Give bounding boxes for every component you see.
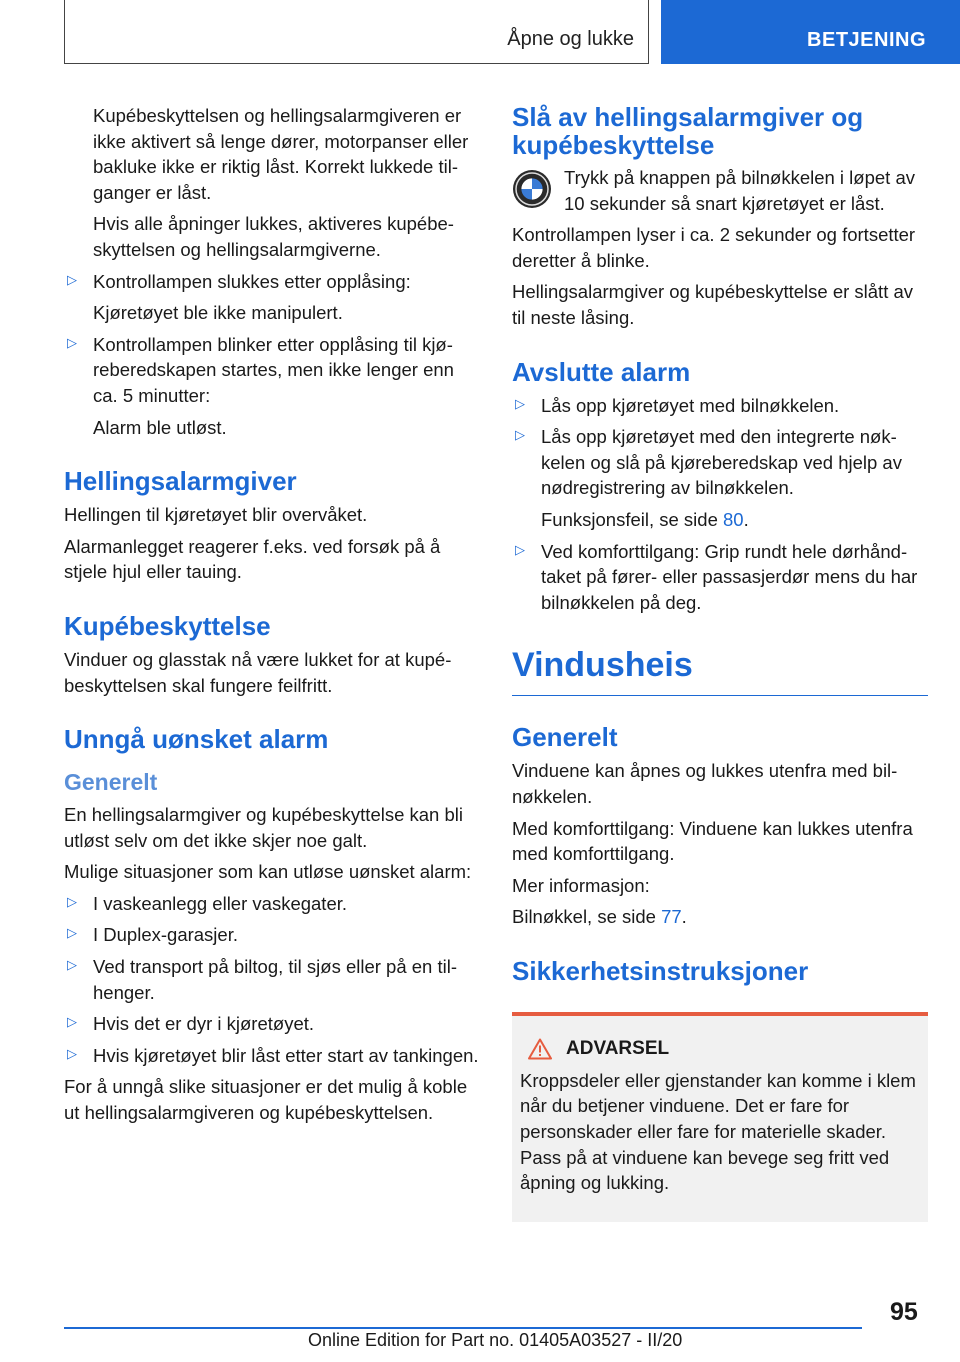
intro-paragraph-1: Kupébeskyttelsen og hellingsalarmgiveren er ikke aktivert så lenge dører, motorpanser eller bakluke ikke er riktig låst. Korrekt lukkede tilganger er låst.: [93, 105, 469, 203]
warning-label: ADVARSEL: [566, 1037, 670, 1059]
intro-paragraph-2: Hvis alle åpninger lukkes, aktiveres kupébeskyttelsen og hellingsalarmgiverne.: [93, 213, 454, 260]
list-item: [64, 269, 480, 326]
bmw-key-button-icon: [512, 169, 552, 209]
list-item: [512, 424, 928, 532]
list-item-text: I vaskeanlegg eller vaskegater.: [93, 892, 348, 914]
tilt-paragraph-2: Alarmanlegget reagerer f.eks. ved forsøk på å stjele hjul eller tauing.: [64, 535, 441, 583]
key-button-instruction: [512, 165, 928, 216]
list-item: [64, 332, 480, 440]
heading-interior-protection: Kupébeskyttelse: [64, 610, 271, 641]
heading-avoid-alarm: Unngå uønsket alarm: [64, 724, 329, 755]
list-item-text: Lås opp kjøretøyet med bilnøkkelen.: [541, 394, 840, 416]
heading-end-alarm: Avslutte alarm: [512, 356, 691, 387]
list-item: [64, 954, 480, 1005]
right-column: [512, 103, 928, 1222]
interior-paragraph-1: Vinduer og glasstak nå være lukket for at kupébeskyttelsen skal fungere feilfritt.: [64, 648, 452, 696]
warning-text: Kroppsdeler eller gjenstander kan komme i klem når du betjener vinduene. Det er fare for personskader eller fare for materielle skader. Pass på at vinduene kan bevege seg fritt ved åpning og lukking.: [520, 1069, 916, 1194]
heading-windows-general: Generelt: [512, 722, 618, 753]
general-paragraph-2: Mulige situasjoner som kan utløse uønsket alarm:: [64, 861, 472, 883]
header-section-box: [64, 0, 649, 64]
triangle-bullet-icon: ▷: [67, 1014, 77, 1030]
subheading-general: Generelt: [64, 769, 158, 796]
page-link-80[interactable]: 80: [723, 508, 744, 530]
triangle-bullet-icon: ▷: [67, 957, 77, 973]
cross-ref-suffix: .: [743, 508, 749, 530]
footer-divider: [64, 1327, 862, 1329]
warning-box: [512, 1012, 928, 1222]
disable-paragraph-3: Hellingsalarmgiver og kupébeskyttelse er slått av til neste låsing.: [512, 281, 914, 328]
list-item-text: I Duplex-garasjer.: [93, 924, 238, 946]
triangle-bullet-icon: ▷: [67, 334, 77, 350]
triangle-bullet-icon: ▷: [67, 1045, 77, 1061]
closing-paragraph: For å unngå slike situasjoner er det mulig å koble ut hellingsalarmgiveren og kupébeskyttelsen.: [64, 1076, 468, 1124]
heading-disable-alarm: Slå av hellingsalarmgiver og kupébeskyttelse: [512, 102, 864, 160]
disable-paragraph-1: Trykk på knappen på bilnøkkelen i løpet av 10 sekunder så snart kjøretøyet er låst.: [564, 167, 915, 214]
list-item-text: Hvis kjøretøyet blir låst etter start av tankingen.: [93, 1044, 479, 1066]
left-column: [64, 103, 480, 1132]
windows-paragraph-2: Med komforttilgang: Vinduene kan lukkes utenfra med komforttilgang.: [512, 817, 913, 865]
warning-triangle-icon: [528, 1038, 552, 1060]
list-item-subtext: Alarm ble utløst.: [93, 416, 227, 438]
general-paragraph-1: En hellingsalarmgiver og kupébeskyttelse kan bli utløst selv om det ikke skjer noe galt.: [64, 804, 463, 851]
list-item: [64, 891, 480, 917]
list-item-text: Lås opp kjøretøyet med den integrerte nøkkelen og slå på kjøreberedskap ved hjelp av nødregistrering av bilnøkkelen.: [541, 426, 902, 499]
triangle-bullet-icon: ▷: [67, 271, 77, 287]
header-chapter-tab: [661, 0, 960, 64]
cross-ref-suffix: .: [681, 906, 687, 928]
page-number: 95: [890, 1298, 918, 1326]
disable-paragraph-2: Kontrollampen lyser i ca. 2 sekunder og fortsetter deretter å blinke.: [512, 224, 916, 271]
triangle-bullet-icon: ▷: [515, 427, 525, 443]
windows-paragraph-4: [512, 904, 928, 930]
page-link-77[interactable]: 77: [661, 906, 682, 928]
windows-paragraph-1: Vinduene kan åpnes og lukkes utenfra med bilnøkkelen.: [512, 760, 898, 807]
list-item: [64, 922, 480, 948]
windows-paragraph-3: Mer informasjon:: [512, 874, 650, 896]
list-item: [64, 1043, 480, 1069]
cross-ref-prefix: Bilnøkkel, se side: [512, 906, 662, 928]
list-item-subtext: Kjøretøyet ble ikke manipulert.: [93, 302, 343, 324]
warning-title-row: [520, 1038, 920, 1060]
heading-windows: Vindusheis: [512, 643, 928, 696]
heading-safety: Sikkerhetsinstruksjoner: [512, 955, 809, 986]
header-section-title: Åpne og lukke: [507, 28, 634, 50]
triangle-bullet-icon: ▷: [515, 541, 525, 557]
list-item-subtext: [541, 507, 928, 533]
triangle-bullet-icon: ▷: [67, 925, 77, 941]
list-item-text: Ved transport på biltog, til sjøs eller på en tilhenger.: [93, 956, 458, 1003]
tilt-paragraph-1: Hellingen til kjøretøyet blir overvåket.: [64, 504, 368, 526]
cross-ref-prefix: Funksjonsfeil, se side: [541, 508, 724, 530]
list-item-text: Kontrollampen blinker etter opplåsing til kjøreberedskapen startes, men ikke lenger enn ca. 5 minutter:: [93, 333, 454, 406]
list-item: [512, 539, 928, 616]
header-chapter-title: BETJENING: [807, 29, 926, 51]
triangle-bullet-icon: ▷: [67, 893, 77, 909]
heading-tilt-alarm: Hellingsalarmgiver: [64, 466, 297, 497]
list-item: [64, 1011, 480, 1037]
triangle-bullet-icon: ▷: [515, 395, 525, 411]
list-item-text: Hvis det er dyr i kjøretøyet.: [93, 1013, 315, 1035]
list-item-text: Ved komforttilgang: Grip rundt hele dørhåndtaket på fører- eller passasjerdør mens du har bilnøkkelen på deg.: [541, 540, 918, 613]
list-item: [512, 393, 928, 419]
footer-edition: Online Edition for Part no. 01405A03527 - II/20: [308, 1330, 683, 1350]
list-item-text: Kontrollampen slukkes etter opplåsing:: [93, 270, 411, 292]
